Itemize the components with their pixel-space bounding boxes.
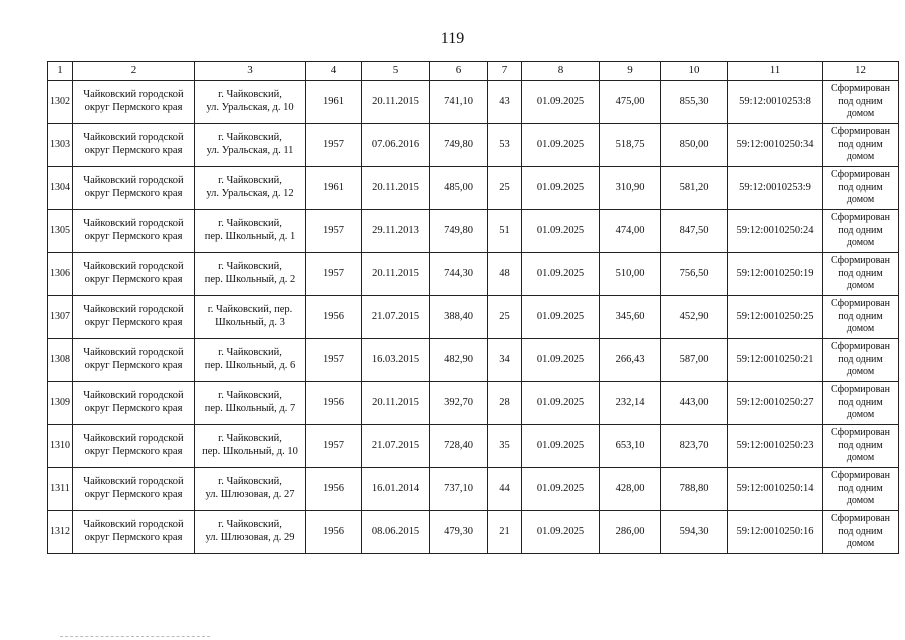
address-cell-line: ул. Уральская, д. 10 bbox=[206, 102, 294, 113]
status-cell bbox=[823, 339, 899, 382]
municipality-cell-line: Чайковский городской bbox=[83, 347, 184, 359]
municipality-cell bbox=[73, 253, 195, 296]
area-cell: 741,10 bbox=[430, 81, 488, 124]
column-header: 9 bbox=[600, 62, 661, 81]
value-9-cell: 232,14 bbox=[600, 382, 661, 425]
area-cell: 749,80 bbox=[430, 210, 488, 253]
municipality-cell-line: округ Пермского края bbox=[84, 489, 183, 500]
status-cell-line: Сформирован bbox=[830, 427, 891, 439]
address-cell bbox=[195, 210, 306, 253]
cadastral-number-cell: 59:12:0010250:24 bbox=[728, 210, 823, 253]
status-cell-line: под одним bbox=[838, 353, 883, 365]
status-cell bbox=[823, 468, 899, 511]
status-cell-line: Сформирован bbox=[830, 255, 891, 267]
date-cell: 16.03.2015 bbox=[362, 339, 430, 382]
year-cell: 1956 bbox=[306, 468, 362, 511]
planned-date-cell: 01.09.2025 bbox=[522, 339, 600, 382]
area-cell: 728,40 bbox=[430, 425, 488, 468]
area-cell: 737,10 bbox=[430, 468, 488, 511]
status-cell-line: домом bbox=[846, 151, 875, 163]
column-header: 2 bbox=[73, 62, 195, 81]
column-header: 8 bbox=[522, 62, 600, 81]
cadastral-number-cell: 59:12:0010250:25 bbox=[728, 296, 823, 339]
address-cell-line: ул. Уральская, д. 11 bbox=[206, 145, 294, 156]
status-cell-line: домом bbox=[846, 280, 875, 292]
municipality-cell-line: Чайковский городской bbox=[83, 218, 184, 230]
status-cell-line: домом bbox=[846, 323, 875, 335]
status-cell bbox=[823, 167, 899, 210]
value-9-cell: 428,00 bbox=[600, 468, 661, 511]
area-cell: 749,80 bbox=[430, 124, 488, 167]
municipality-cell bbox=[73, 124, 195, 167]
municipality-cell bbox=[73, 425, 195, 468]
table-row bbox=[48, 382, 899, 425]
area-cell: 744,30 bbox=[430, 253, 488, 296]
address-cell bbox=[195, 382, 306, 425]
area-cell: 485,00 bbox=[430, 167, 488, 210]
value-9-cell: 266,43 bbox=[600, 339, 661, 382]
municipality-cell-line: округ Пермского края bbox=[84, 274, 183, 285]
address-cell bbox=[195, 124, 306, 167]
address-cell-line: г. Чайковский, bbox=[218, 476, 282, 488]
value-10-cell: 850,00 bbox=[661, 124, 728, 167]
row-number-cell: 1308 bbox=[48, 339, 73, 382]
cadastral-number-cell: 59:12:0010250:14 bbox=[728, 468, 823, 511]
municipality-cell-line: Чайковский городской bbox=[83, 89, 184, 101]
cadastral-number-cell: 59:12:0010253:9 bbox=[728, 167, 823, 210]
year-cell: 1957 bbox=[306, 339, 362, 382]
municipality-cell-line: округ Пермского края bbox=[84, 403, 183, 414]
area-cell: 388,40 bbox=[430, 296, 488, 339]
address-cell bbox=[195, 253, 306, 296]
status-cell-line: под одним bbox=[838, 482, 883, 494]
address-cell bbox=[195, 511, 306, 554]
header-row bbox=[48, 62, 899, 81]
address-cell-line: г. Чайковский, пер. bbox=[207, 304, 293, 316]
area-cell: 479,30 bbox=[430, 511, 488, 554]
value-10-cell: 855,30 bbox=[661, 81, 728, 124]
scan-artifact bbox=[60, 636, 210, 640]
value-9-cell: 475,00 bbox=[600, 81, 661, 124]
table-row bbox=[48, 296, 899, 339]
municipality-cell-line: округ Пермского края bbox=[84, 360, 183, 371]
year-cell: 1956 bbox=[306, 382, 362, 425]
address-cell bbox=[195, 296, 306, 339]
status-cell-line: под одним bbox=[838, 138, 883, 150]
count-cell: 34 bbox=[488, 339, 522, 382]
address-cell-line: г. Чайковский, bbox=[218, 347, 282, 359]
status-cell-line: под одним bbox=[838, 439, 883, 451]
address-cell-line: г. Чайковский, bbox=[218, 390, 282, 402]
year-cell: 1956 bbox=[306, 296, 362, 339]
municipality-cell-line: округ Пермского края bbox=[84, 188, 183, 199]
status-cell-line: домом bbox=[846, 452, 875, 464]
address-cell bbox=[195, 339, 306, 382]
column-header: 3 bbox=[195, 62, 306, 81]
row-number-cell: 1305 bbox=[48, 210, 73, 253]
column-header: 6 bbox=[430, 62, 488, 81]
status-cell-line: Сформирован bbox=[830, 470, 891, 482]
address-cell-line: Школьный, д. 3 bbox=[215, 317, 285, 328]
status-cell-line: под одним bbox=[838, 181, 883, 193]
status-cell bbox=[823, 124, 899, 167]
municipality-cell-line: округ Пермского края bbox=[84, 145, 183, 156]
count-cell: 28 bbox=[488, 382, 522, 425]
column-header: 1 bbox=[48, 62, 73, 81]
area-cell: 392,70 bbox=[430, 382, 488, 425]
count-cell: 35 bbox=[488, 425, 522, 468]
status-cell-line: под одним bbox=[838, 525, 883, 537]
municipality-cell-line: Чайковский городской bbox=[83, 304, 184, 316]
status-cell-line: под одним bbox=[838, 267, 883, 279]
value-9-cell: 474,00 bbox=[600, 210, 661, 253]
planned-date-cell: 01.09.2025 bbox=[522, 210, 600, 253]
address-cell-line: г. Чайковский, bbox=[218, 132, 282, 144]
address-cell bbox=[195, 468, 306, 511]
table-row bbox=[48, 511, 899, 554]
row-number-cell: 1306 bbox=[48, 253, 73, 296]
status-cell-line: Сформирован bbox=[830, 384, 891, 396]
date-cell: 20.11.2015 bbox=[362, 81, 430, 124]
municipality-cell-line: округ Пермского края bbox=[84, 231, 183, 242]
status-cell-line: Сформирован bbox=[830, 341, 891, 353]
status-cell bbox=[823, 253, 899, 296]
address-cell-line: пер. Школьный, д. 7 bbox=[204, 403, 296, 414]
municipality-cell bbox=[73, 210, 195, 253]
municipality-cell-line: Чайковский городской bbox=[83, 390, 184, 402]
status-cell-line: домом bbox=[846, 194, 875, 206]
value-10-cell: 594,30 bbox=[661, 511, 728, 554]
cadastral-number-cell: 59:12:0010250:16 bbox=[728, 511, 823, 554]
status-cell-line: Сформирован bbox=[830, 169, 891, 181]
date-cell: 07.06.2016 bbox=[362, 124, 430, 167]
cadastral-number-cell: 59:12:0010253:8 bbox=[728, 81, 823, 124]
row-number-cell: 1302 bbox=[48, 81, 73, 124]
row-number-cell: 1303 bbox=[48, 124, 73, 167]
municipality-cell bbox=[73, 339, 195, 382]
row-number-cell: 1307 bbox=[48, 296, 73, 339]
date-cell: 20.11.2015 bbox=[362, 253, 430, 296]
table-row bbox=[48, 210, 899, 253]
count-cell: 48 bbox=[488, 253, 522, 296]
address-cell-line: г. Чайковский, bbox=[218, 433, 282, 445]
planned-date-cell: 01.09.2025 bbox=[522, 167, 600, 210]
status-cell-line: домом bbox=[846, 409, 875, 421]
area-cell: 482,90 bbox=[430, 339, 488, 382]
table-row bbox=[48, 339, 899, 382]
status-cell-line: Сформирован bbox=[830, 298, 891, 310]
year-cell: 1957 bbox=[306, 124, 362, 167]
municipality-cell bbox=[73, 296, 195, 339]
status-cell-line: под одним bbox=[838, 396, 883, 408]
value-10-cell: 443,00 bbox=[661, 382, 728, 425]
column-header: 12 bbox=[823, 62, 899, 81]
year-cell: 1956 bbox=[306, 511, 362, 554]
address-cell-line: г. Чайковский, bbox=[218, 218, 282, 230]
municipality-cell bbox=[73, 382, 195, 425]
address-cell-line: г. Чайковский, bbox=[218, 175, 282, 187]
address-cell-line: пер. Школьный, д. 10 bbox=[202, 446, 298, 457]
address-cell bbox=[195, 167, 306, 210]
municipality-cell-line: округ Пермского края bbox=[84, 446, 183, 457]
status-cell bbox=[823, 296, 899, 339]
row-number-cell: 1312 bbox=[48, 511, 73, 554]
table-row bbox=[48, 81, 899, 124]
address-cell-line: пер. Школьный, д. 1 bbox=[204, 231, 296, 242]
date-cell: 20.11.2015 bbox=[362, 167, 430, 210]
status-cell-line: домом bbox=[846, 495, 875, 507]
column-header: 10 bbox=[661, 62, 728, 81]
address-cell-line: пер. Школьный, д. 6 bbox=[204, 360, 296, 371]
status-cell bbox=[823, 81, 899, 124]
date-cell: 29.11.2013 bbox=[362, 210, 430, 253]
count-cell: 53 bbox=[488, 124, 522, 167]
planned-date-cell: 01.09.2025 bbox=[522, 296, 600, 339]
date-cell: 21.07.2015 bbox=[362, 296, 430, 339]
address-cell-line: пер. Школьный, д. 2 bbox=[204, 274, 296, 285]
municipality-cell bbox=[73, 167, 195, 210]
count-cell: 51 bbox=[488, 210, 522, 253]
count-cell: 25 bbox=[488, 296, 522, 339]
count-cell: 43 bbox=[488, 81, 522, 124]
column-header: 11 bbox=[728, 62, 823, 81]
value-9-cell: 345,60 bbox=[600, 296, 661, 339]
address-cell bbox=[195, 81, 306, 124]
page-number: 119 bbox=[440, 30, 465, 47]
cadastral-number-cell: 59:12:0010250:23 bbox=[728, 425, 823, 468]
year-cell: 1961 bbox=[306, 167, 362, 210]
status-cell-line: домом bbox=[846, 538, 875, 550]
value-10-cell: 847,50 bbox=[661, 210, 728, 253]
cadastral-number-cell: 59:12:0010250:19 bbox=[728, 253, 823, 296]
value-9-cell: 653,10 bbox=[600, 425, 661, 468]
municipality-cell-line: Чайковский городской bbox=[83, 261, 184, 273]
municipality-cell bbox=[73, 511, 195, 554]
status-cell-line: под одним bbox=[838, 224, 883, 236]
address-cell-line: г. Чайковский, bbox=[218, 519, 282, 531]
municipality-cell-line: Чайковский городской bbox=[83, 132, 184, 144]
value-10-cell: 756,50 bbox=[661, 253, 728, 296]
municipality-cell bbox=[73, 81, 195, 124]
planned-date-cell: 01.09.2025 bbox=[522, 425, 600, 468]
date-cell: 08.06.2015 bbox=[362, 511, 430, 554]
status-cell-line: Сформирован bbox=[830, 212, 891, 224]
municipality-cell-line: округ Пермского края bbox=[84, 102, 183, 113]
column-header: 4 bbox=[306, 62, 362, 81]
year-cell: 1957 bbox=[306, 425, 362, 468]
municipality-cell-line: Чайковский городской bbox=[83, 519, 184, 531]
municipality-cell-line: округ Пермского края bbox=[84, 532, 183, 543]
year-cell: 1961 bbox=[306, 81, 362, 124]
planned-date-cell: 01.09.2025 bbox=[522, 468, 600, 511]
status-cell-line: домом bbox=[846, 237, 875, 249]
address-cell-line: ул. Уральская, д. 12 bbox=[206, 188, 294, 199]
status-cell bbox=[823, 210, 899, 253]
planned-date-cell: 01.09.2025 bbox=[522, 81, 600, 124]
municipality-cell-line: округ Пермского края bbox=[84, 317, 183, 328]
cadastral-number-cell: 59:12:0010250:27 bbox=[728, 382, 823, 425]
table-row bbox=[48, 253, 899, 296]
date-cell: 21.07.2015 bbox=[362, 425, 430, 468]
row-number-cell: 1309 bbox=[48, 382, 73, 425]
table-row bbox=[48, 124, 899, 167]
status-cell bbox=[823, 511, 899, 554]
row-number-cell: 1310 bbox=[48, 425, 73, 468]
table-row bbox=[48, 425, 899, 468]
table-body bbox=[48, 81, 899, 554]
value-10-cell: 452,90 bbox=[661, 296, 728, 339]
municipality-cell-line: Чайковский городской bbox=[83, 433, 184, 445]
value-10-cell: 581,20 bbox=[661, 167, 728, 210]
column-header: 5 bbox=[362, 62, 430, 81]
count-cell: 25 bbox=[488, 167, 522, 210]
value-9-cell: 510,00 bbox=[600, 253, 661, 296]
value-9-cell: 518,75 bbox=[600, 124, 661, 167]
address-cell-line: г. Чайковский, bbox=[218, 89, 282, 101]
status-cell-line: домом bbox=[846, 366, 875, 378]
cadastral-number-cell: 59:12:0010250:21 bbox=[728, 339, 823, 382]
status-cell-line: под одним bbox=[838, 310, 883, 322]
table-row bbox=[48, 468, 899, 511]
status-cell bbox=[823, 382, 899, 425]
value-10-cell: 587,00 bbox=[661, 339, 728, 382]
year-cell: 1957 bbox=[306, 253, 362, 296]
value-10-cell: 788,80 bbox=[661, 468, 728, 511]
planned-date-cell: 01.09.2025 bbox=[522, 511, 600, 554]
status-cell bbox=[823, 425, 899, 468]
status-cell-line: под одним bbox=[838, 95, 883, 107]
column-header: 7 bbox=[488, 62, 522, 81]
municipality-cell-line: Чайковский городской bbox=[83, 476, 184, 488]
status-cell-line: Сформирован bbox=[830, 83, 891, 95]
count-cell: 21 bbox=[488, 511, 522, 554]
row-number-cell: 1304 bbox=[48, 167, 73, 210]
municipality-cell-line: Чайковский городской bbox=[83, 175, 184, 187]
year-cell: 1957 bbox=[306, 210, 362, 253]
row-number-cell: 1311 bbox=[48, 468, 73, 511]
status-cell-line: домом bbox=[846, 108, 875, 120]
value-9-cell: 286,00 bbox=[600, 511, 661, 554]
planned-date-cell: 01.09.2025 bbox=[522, 382, 600, 425]
planned-date-cell: 01.09.2025 bbox=[522, 253, 600, 296]
planned-date-cell: 01.09.2025 bbox=[522, 124, 600, 167]
value-9-cell: 310,90 bbox=[600, 167, 661, 210]
status-cell-line: Сформирован bbox=[830, 513, 891, 525]
address-cell-line: ул. Шлюзовая, д. 29 bbox=[205, 532, 295, 543]
status-cell-line: Сформирован bbox=[830, 126, 891, 138]
value-10-cell: 823,70 bbox=[661, 425, 728, 468]
address-cell bbox=[195, 425, 306, 468]
address-cell-line: г. Чайковский, bbox=[218, 261, 282, 273]
table-row bbox=[48, 167, 899, 210]
municipality-cell bbox=[73, 468, 195, 511]
housing-registry-table bbox=[47, 61, 899, 554]
address-cell-line: ул. Шлюзовая, д. 27 bbox=[205, 489, 295, 500]
date-cell: 20.11.2015 bbox=[362, 382, 430, 425]
date-cell: 16.01.2014 bbox=[362, 468, 430, 511]
count-cell: 44 bbox=[488, 468, 522, 511]
cadastral-number-cell: 59:12:0010250:34 bbox=[728, 124, 823, 167]
